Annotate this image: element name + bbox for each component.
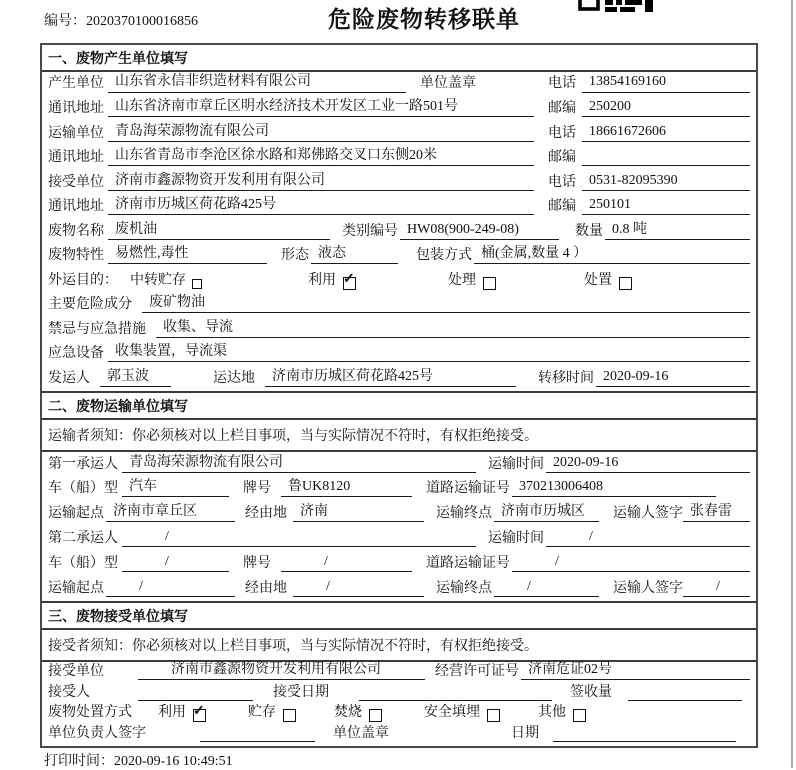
print-time-value: 2020-09-16 10:49:51 [114, 754, 233, 769]
row-waste-name [42, 219, 756, 244]
field-value: 济南市历城区 [494, 504, 599, 522]
checkbox-option [424, 705, 500, 721]
checkbox [483, 277, 496, 290]
checkbox [193, 709, 206, 722]
checkbox-label: 处理 [448, 272, 476, 288]
row-accept-unit [42, 662, 756, 684]
field-label: 通讯地址 [48, 199, 104, 215]
field-value: 收集装置，导流渠 [108, 344, 750, 362]
field-value: 济南市章丘区 [106, 504, 235, 522]
row-second-carrier [42, 526, 756, 551]
checkbox-label: 贮存 [248, 704, 276, 720]
field-value: 济南 [293, 504, 424, 522]
field-label: 接受人 [48, 684, 90, 700]
checkbox-label: 焚烧 [334, 704, 362, 720]
field-label: 运输终点 [436, 580, 492, 596]
row-transport-address [42, 146, 756, 171]
doc-number-value: 2020370100016856 [86, 14, 198, 29]
field-label: 运达地 [213, 370, 255, 386]
field-label: 通讯地址 [48, 150, 104, 166]
field-label: 牌号 [243, 481, 271, 497]
field-value: 张春雷 [683, 504, 750, 522]
field-value: 汽车 [122, 479, 229, 497]
checkbox-option [334, 705, 382, 721]
field-value: 济南市鑫源物资开发利用有限公司 [138, 662, 425, 680]
field-value: / [546, 529, 750, 547]
row-emergency-equipment [42, 342, 756, 367]
checkbox [369, 709, 382, 722]
field-value: 250200 [582, 99, 750, 117]
field-value: 13854169160 [582, 74, 750, 92]
checkbox [573, 709, 586, 722]
field-label: 电话 [548, 125, 576, 141]
checkbox [283, 709, 296, 722]
doc-number [44, 10, 198, 30]
field-label: 车（船）型 [48, 481, 118, 497]
field-value: 0.8 吨 [605, 222, 750, 240]
checkbox [487, 709, 500, 722]
row-disposal-method [42, 705, 756, 725]
field-label: 形态 [281, 248, 309, 264]
print-time [44, 750, 233, 770]
field-value: 青岛海荣源物流有限公司 [108, 124, 534, 142]
field-label: 邮编 [548, 100, 576, 116]
doc-number-label: 编号： [44, 14, 86, 29]
field-value: / [281, 554, 412, 572]
field-value: 济南危证02号 [521, 662, 750, 680]
field-label: 运输起点 [48, 506, 104, 522]
field-label: 应急设备 [48, 346, 104, 362]
checkbox-option [248, 705, 296, 721]
page-title: 危险废物转移联单 [328, 7, 520, 32]
field-value: 废矿物油 [142, 295, 750, 313]
field-label: 运输时间 [488, 456, 544, 472]
field-label: 道路运输证号 [426, 481, 510, 497]
field-label: 接受单位 [48, 174, 104, 190]
checkbox [619, 277, 632, 290]
field-value: / [293, 579, 424, 597]
field-label: 签收量 [570, 684, 612, 700]
checkbox-option [130, 273, 202, 289]
page-right-edge [791, 0, 793, 768]
field-label: 运输人签字 [613, 506, 683, 522]
field-value: 桶(金属,数量 4 ） [474, 246, 750, 264]
checkbox-label: 处置 [584, 272, 612, 288]
field-value: 山东省永信非织造材料有限公司 [108, 74, 406, 92]
field-value: HW08(900-249-08) [400, 222, 559, 240]
field-value: 370213006408 [512, 479, 716, 497]
field-label: 外运目的： [48, 272, 118, 288]
field-value: 山东省青岛市李沧区徐水路和郑佛路交叉口东侧20米 [108, 148, 534, 166]
field-value: 济南市历城区荷花路425号 [108, 197, 534, 215]
section2-header: 二、废物运输单位填写 [42, 391, 756, 420]
field-label: 邮编 [548, 150, 576, 166]
field-label: 运输单位 [48, 125, 104, 141]
field-label: 数量 [575, 223, 603, 239]
field-value: 液态 [311, 246, 398, 264]
section2-rows [42, 452, 756, 601]
row-emergency-measures [42, 317, 756, 342]
field-value: 2020-09-16 [546, 455, 750, 473]
section2-notice: 运输者须知：你必须核对以上栏目事项，当与实际情况不符时，有权拒绝接受。 [42, 420, 756, 452]
row-transport-route-2 [42, 576, 756, 601]
field-value: 收集、导流 [156, 320, 750, 338]
field-label: 转移时间 [538, 370, 594, 386]
row-outbound-purpose [42, 268, 756, 293]
field-value [582, 149, 750, 166]
field-label: 邮编 [548, 199, 576, 215]
field-label: 发运人 [48, 370, 90, 386]
field-label: 道路运输证号 [426, 555, 510, 571]
field-label: 类别编号 [342, 223, 398, 239]
row-first-carrier [42, 452, 756, 477]
row-shipper [42, 366, 756, 391]
field-label: 电话 [548, 76, 576, 92]
qr-code-fragment [578, 0, 654, 12]
field-value: / [122, 529, 476, 547]
field-label: 废物处置方式 [48, 704, 132, 720]
field-value [553, 725, 736, 742]
field-label: 废物名称 [48, 223, 104, 239]
print-time-label: 打印时间： [44, 754, 114, 769]
field-value: 鲁UK8120 [281, 479, 412, 497]
field-label: 第二承运人 [48, 531, 118, 547]
field-label: 通讯地址 [48, 100, 104, 116]
row-transport-route [42, 501, 756, 526]
field-value: / [122, 554, 229, 572]
field-label-seal: 单位盖章 [420, 76, 476, 92]
row-vehicle-type [42, 477, 756, 502]
field-label: 包装方式 [416, 248, 472, 264]
row-transport-unit [42, 121, 756, 146]
field-value: 济南市历城区荷花路425号 [265, 369, 516, 387]
field-label: 产生单位 [48, 76, 104, 92]
checkbox-label: 安全填埋 [424, 704, 480, 720]
field-label: 接受单位 [48, 663, 104, 679]
row-responsible-signature [42, 725, 756, 746]
field-label: 运输终点 [436, 506, 492, 522]
row-receiver-address [42, 195, 756, 220]
field-label: 废物特性 [48, 248, 104, 264]
field-label: 主要危险成分 [48, 297, 132, 313]
field-value: / [683, 579, 750, 597]
row-hazard-component [42, 293, 756, 318]
field-value: 青岛海荣源物流有限公司 [122, 455, 476, 473]
field-value: / [106, 579, 235, 597]
row-vehicle-type-2 [42, 551, 756, 576]
field-label-seal: 单位盖章 [333, 725, 389, 741]
section1-header: 一、废物产生单位填写 [42, 45, 756, 72]
field-value: 2020-09-16 [596, 369, 750, 387]
section3-rows [42, 662, 756, 746]
checkbox-label: 其他 [538, 704, 566, 720]
field-label: 牌号 [243, 555, 271, 571]
field-value: 250101 [582, 197, 750, 215]
field-label: 日期 [511, 725, 539, 741]
field-label: 经营许可证号 [435, 663, 519, 679]
field-value: 易燃性,毒性 [108, 246, 267, 264]
checkbox-option [158, 705, 206, 721]
field-value: 18661672606 [582, 124, 750, 142]
field-value [628, 684, 742, 701]
checkbox-option [308, 273, 356, 289]
checkbox-option [448, 273, 496, 289]
checkbox-option [538, 705, 586, 721]
field-label: 电话 [548, 174, 576, 190]
checkbox-label: 利用 [158, 704, 186, 720]
section3-notice: 接受者须知：你必须核对以上栏目事项，当与实际情况不符时，有权拒绝接受。 [42, 630, 756, 662]
field-value: / [512, 554, 750, 572]
field-label: 经由地 [245, 506, 287, 522]
field-value: / [494, 579, 599, 597]
field-label: 禁忌与应急措施 [48, 321, 146, 337]
field-value: 废机油 [108, 222, 330, 240]
checkbox [192, 279, 202, 289]
field-value: 山东省济南市章丘区明水经济技术开发区工业一路501号 [108, 99, 534, 117]
transfer-manifest-form [40, 43, 758, 748]
field-label: 单位负责人签字 [48, 725, 146, 741]
row-receiver-unit [42, 170, 756, 195]
checkbox-option [584, 273, 632, 289]
field-label: 经由地 [245, 580, 287, 596]
checkbox [343, 277, 356, 290]
field-label: 接受日期 [273, 684, 329, 700]
checkbox-label: 中转贮存 [130, 272, 186, 288]
section1-rows [42, 72, 756, 391]
row-waste-property [42, 244, 756, 269]
row-accept-person [42, 684, 756, 705]
row-producer-unit [42, 72, 756, 97]
field-value [200, 725, 315, 742]
row-producer-address [42, 97, 756, 122]
field-label: 运输人签字 [613, 580, 683, 596]
field-label: 第一承运人 [48, 456, 118, 472]
field-value [138, 684, 253, 701]
field-value [359, 684, 552, 701]
field-label: 运输起点 [48, 580, 104, 596]
field-label: 运输时间 [488, 531, 544, 547]
field-value: 济南市鑫源物资开发利用有限公司 [108, 173, 534, 191]
field-label: 车（船）型 [48, 555, 118, 571]
field-value: 郭玉波 [100, 369, 171, 387]
checkbox-label: 利用 [308, 272, 336, 288]
field-value: 0531-82095390 [582, 173, 750, 191]
section3-header: 三、废物接受单位填写 [42, 601, 756, 630]
